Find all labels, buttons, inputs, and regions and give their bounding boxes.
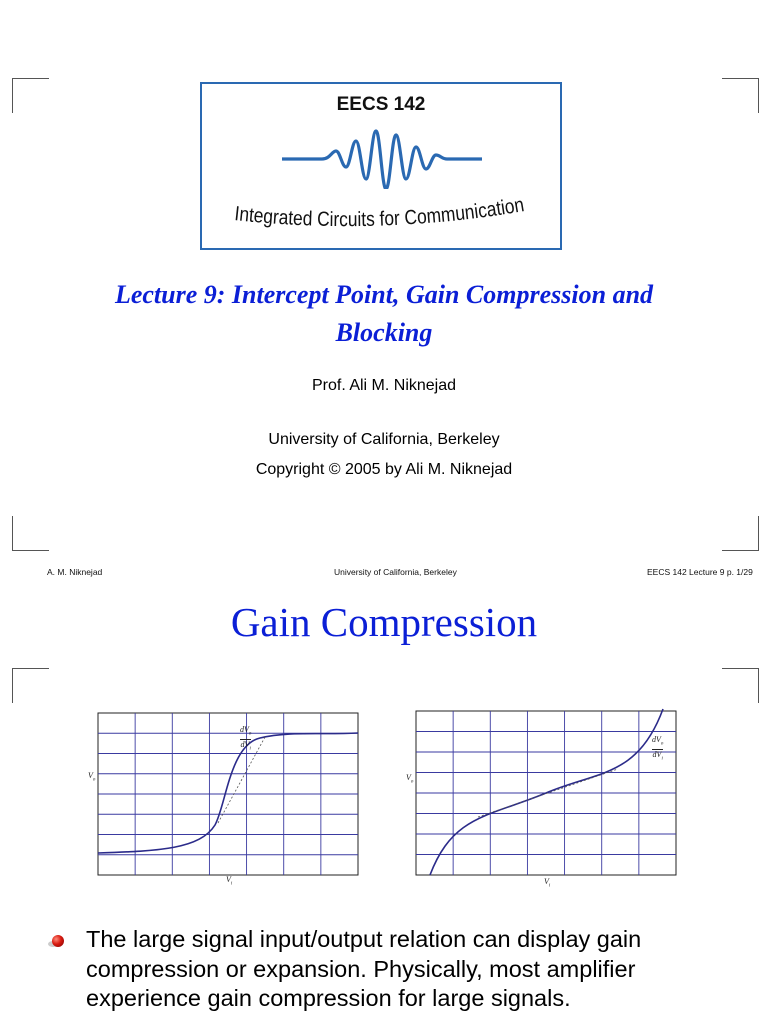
logo-subtitle bbox=[232, 192, 532, 242]
slope-label: $dV_o$ $dV_i$ bbox=[652, 735, 664, 762]
compression-plot bbox=[80, 705, 370, 895]
bullet-icon bbox=[52, 935, 64, 947]
institution: University of California, Berkeley bbox=[268, 431, 500, 448]
copyright: Copyright © 2005 by Ali M. Niknejad bbox=[255, 461, 513, 478]
svg-text:Integrated Circuits for Commun bbox=[233, 192, 528, 232]
logo-course-number: EECS 142 bbox=[336, 94, 426, 115]
crop-mark-top-left bbox=[12, 78, 49, 113]
waveform-icon bbox=[282, 129, 482, 189]
lecture-title-line2: Blocking bbox=[335, 318, 433, 347]
expansion-plot bbox=[398, 705, 688, 895]
plot-y-label: $V_o$ bbox=[406, 773, 414, 785]
slope-label: $dV_o$ $dV_i$ bbox=[240, 725, 252, 752]
course-logo bbox=[200, 82, 562, 250]
crop-mark-bottom-right bbox=[722, 516, 759, 551]
crop-mark-bottom-left bbox=[12, 516, 49, 551]
plot-y-label: $V_o$ bbox=[88, 771, 96, 783]
crop-mark-top-left-2 bbox=[12, 668, 49, 703]
logo-subtitle-text: Integrated Circuits for Communication bbox=[233, 192, 528, 232]
expansion-plot-graph bbox=[398, 705, 688, 895]
lecture-title bbox=[60, 276, 708, 352]
bullet-text: The large signal input/output relation can display gain compression or expansion. Physically, most amplifier experience gain compression for large signals. bbox=[86, 926, 642, 1011]
author: Prof. Ali M. Niknejad bbox=[311, 377, 457, 394]
plot-x-label: $V_i$ bbox=[544, 877, 551, 889]
crop-mark-top-right-2 bbox=[722, 668, 759, 703]
transfer-curve bbox=[98, 733, 358, 853]
slide-title: Gain Compression bbox=[230, 599, 538, 645]
transfer-curve bbox=[430, 709, 663, 875]
plot-x-label: $V_i$ bbox=[226, 875, 233, 887]
footer-institution: University of California, Berkeley bbox=[334, 567, 457, 577]
compression-plot-graph bbox=[80, 705, 370, 895]
footer-author: A. M. Niknejad bbox=[47, 567, 103, 577]
lecture-title-line1: Lecture 9: Intercept Point, Gain Compression and bbox=[114, 280, 654, 309]
crop-mark-top-right bbox=[722, 78, 759, 113]
footer-page: EECS 142 Lecture 9 p. 1/29 bbox=[647, 567, 753, 577]
